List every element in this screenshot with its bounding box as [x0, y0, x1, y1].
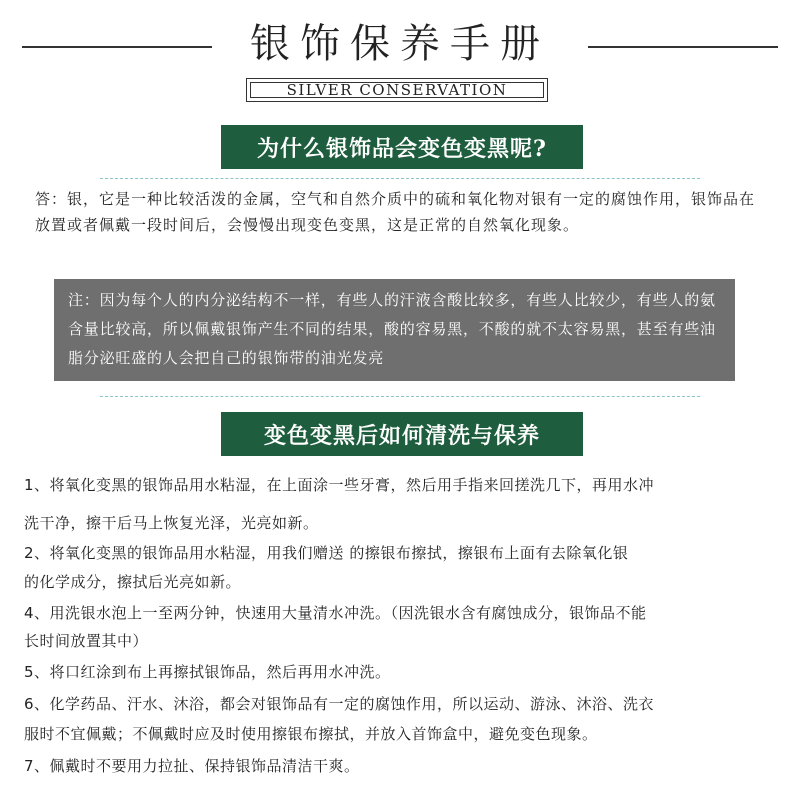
step-line: 4、用洗银水泡上一至两分钟，快速用大量清水冲洗。（因洗银水含有腐蚀成分，银饰品不能	[24, 604, 647, 622]
step-line: 洗干净，擦干后马上恢复光泽，光亮如新。	[24, 514, 319, 532]
step-line: 5、将口红涂到布上再擦拭银饰品，然后再用水冲洗。	[24, 663, 391, 681]
section-heading-why-tarnish: 为什么银饰品会变色变黑呢?	[221, 125, 583, 169]
step-line: 的化学成分，擦拭后光亮如新。	[24, 573, 242, 591]
step-line: 7、佩戴时不要用力拉扯、保持银饰品清洁干爽。	[24, 757, 360, 775]
step-line: 2、将氧化变黑的银饰品用水粘湿，用我们赠送 的擦银布擦拭，擦银布上面有去除氧化银	[24, 544, 629, 562]
header-left-rule	[22, 46, 212, 48]
dashed-divider-bottom	[100, 396, 700, 397]
step-line: 1、将氧化变黑的银饰品用水粘湿，在上面涂一些牙膏，然后用手指来回搓洗几下，再用水冲	[24, 476, 655, 494]
note-box: 注：因为每个人的内分泌结构不一样，有些人的汗液含酸比较多，有些人比较少，有些人的氨含量比较高，所以佩戴银饰产生不同的结果，酸的容易黑，不酸的就不太容易黑，甚至有些油脂分泌旺盛的人会把自己的银饰带的油光发亮	[54, 279, 735, 381]
section-heading-cleaning: 变色变黑后如何清洗与保养	[221, 412, 583, 456]
header	[0, 0, 800, 110]
step-line: 长时间放置其中）	[24, 632, 149, 650]
page-subtitle: SILVER CONSERVATION	[250, 82, 544, 98]
header-right-rule	[588, 46, 778, 48]
dashed-divider-top	[100, 178, 700, 179]
answer-paragraph: 答：银，它是一种比较活泼的金属，空气和自然介质中的硫和氧化物对银有一定的腐蚀作用，银饰品在放置或者佩戴一段时间后，会慢慢出现变色变黑，这是正常的自然氧化现象。	[35, 190, 756, 234]
step-line: 服时不宜佩戴；不佩戴时应及时使用擦银布擦拭，并放入首饰盒中，避免变色现象。	[24, 725, 598, 743]
step-line: 6、化学药品、汗水、沐浴，都会对银饰品有一定的腐蚀作用，所以运动、游泳、沐浴、洗衣	[24, 695, 655, 713]
page-title: 银饰保养手册	[250, 21, 550, 67]
subtitle-frame	[246, 78, 548, 102]
